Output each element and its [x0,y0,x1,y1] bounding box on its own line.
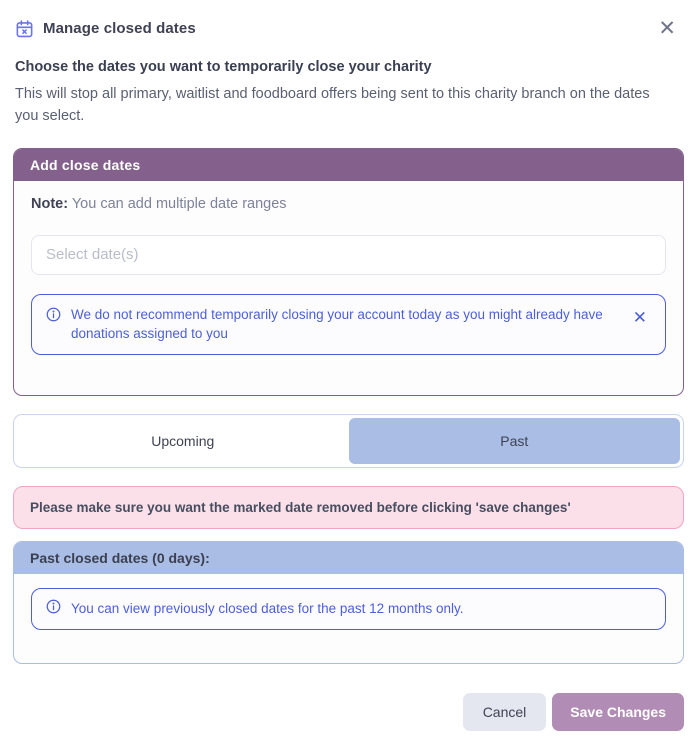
tab-upcoming[interactable]: Upcoming [17,418,349,464]
tab-past[interactable]: Past [349,418,681,464]
marked-date-warning: Please make sure you want the marked date removed before clicking 'save changes' [13,486,684,529]
add-close-dates-panel [13,148,684,396]
past-closed-dates-panel [13,541,684,664]
past-closed-dates-title: Past closed dates (0 days): [14,542,683,574]
info-icon [46,599,61,619]
cancel-button[interactable]: Cancel [463,693,547,731]
intro-section [13,43,684,128]
past-dates-info-text: You can view previously closed dates for the past 12 months only. [71,600,464,616]
modal-footer [463,693,684,731]
select-dates-input[interactable] [31,235,666,275]
recommendation-alert-text: We do not recommend temporarily closing your account today as you might already have donations assigned to you [71,306,603,342]
note-text: You can add multiple date ranges [68,195,287,212]
past-dates-info-alert [31,588,666,630]
info-icon [46,307,61,327]
modal-header [13,12,684,43]
intro-heading: Choose the dates you want to temporarily close your charity [15,59,432,75]
alert-dismiss-icon[interactable]: ✕ [629,307,651,328]
add-close-dates-panel-body [14,181,683,395]
modal-title: Manage closed dates [43,20,196,37]
save-changes-button[interactable]: Save Changes [552,693,684,731]
note-label: Note: [31,195,69,212]
intro-description: This will stop all primary, waitlist and foodboard offers being sent to this charity branch on the dates you select. [15,86,650,124]
close-icon[interactable]: ✕ [652,16,682,41]
calendar-x-icon [15,19,34,38]
past-closed-dates-body [14,574,683,663]
recommendation-alert [31,294,666,355]
add-close-dates-panel-title: Add close dates [14,149,683,181]
note-line [31,196,666,212]
upcoming-past-tabs [13,414,684,468]
